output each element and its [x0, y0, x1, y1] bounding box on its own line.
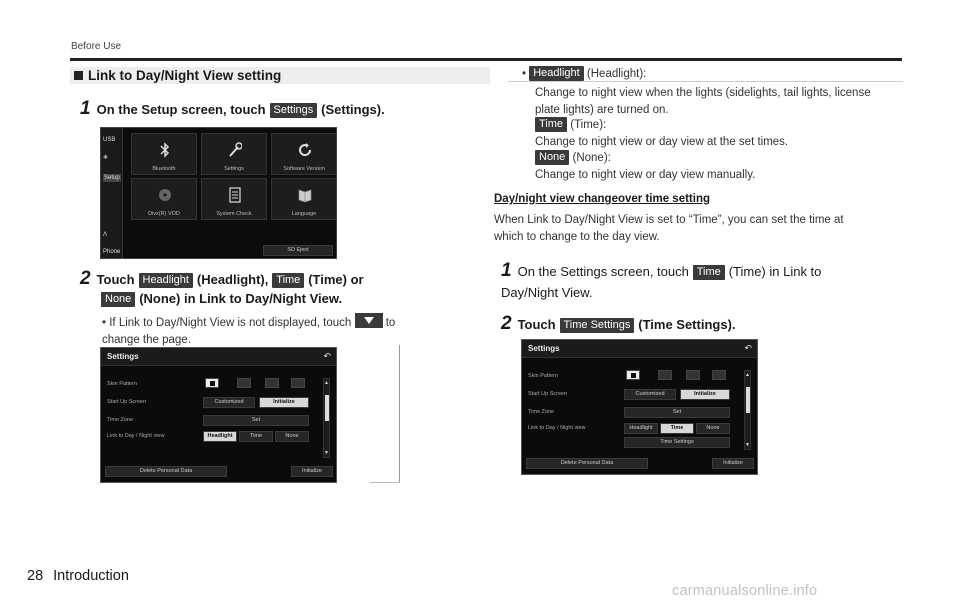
tile-settings[interactable]: Settings [201, 133, 267, 175]
checklist-icon [228, 187, 242, 203]
settings-screenshot-right: Settings ↶ Skin Pattern Start Up Screen Time Zone Link to Day / Night view Customized Initialize Set Headlight Time None Time Settings ▲ ▼ Delete Personal Data Initialize [521, 339, 758, 475]
side-usb: USB [103, 137, 116, 143]
skin-2[interactable] [658, 370, 672, 380]
section-heading [70, 67, 490, 84]
scrollbar[interactable] [323, 378, 330, 458]
page-footer [27, 568, 129, 584]
section-label: Before Use [71, 41, 122, 52]
none-button[interactable]: None [696, 423, 730, 434]
time-chip: Time [272, 273, 304, 288]
none-chip-right: None [535, 150, 569, 165]
step-2-line1: 2 Touch Headlight (Headlight), Time (Time) or [80, 268, 364, 289]
time-chip-right: Time [535, 117, 567, 132]
headlight-button[interactable]: Headlight [624, 423, 658, 434]
time-option: Time (Time): [535, 117, 606, 134]
right-step-2: 2 Touch Time Settings (Time Settings). [501, 313, 736, 334]
scroll-up-icon[interactable]: ▲ [324, 380, 329, 386]
headlight-description: Change to night view when the lights (sidelights, tail lights, license plate lights) are turned on. [535, 87, 871, 116]
heading-text: Link to Day/Night View setting [88, 68, 282, 83]
changeover-subheading: Day/night view changeover time setting [494, 193, 710, 205]
skin-1[interactable] [205, 378, 219, 388]
settings-chip: Settings [270, 103, 318, 118]
step-1-number: 1 [80, 98, 91, 119]
refresh-icon [298, 142, 312, 158]
square-bullet-icon [74, 71, 83, 80]
skin-2[interactable] [237, 378, 251, 388]
none-option: None (None): [535, 150, 611, 167]
initialize-button[interactable]: Initialize [680, 389, 730, 400]
skin-4[interactable] [291, 378, 305, 388]
headlight-chip-right: Headlight [529, 66, 583, 81]
scroll-down-small-icon[interactable]: ▼ [745, 442, 750, 448]
time-chip-step: Time [693, 265, 725, 280]
side-setup: Setup [104, 175, 120, 181]
back-icon[interactable]: ↶ [323, 351, 331, 361]
settings-title: Settings [101, 348, 336, 366]
scrollbar[interactable] [744, 370, 751, 450]
header-rule [70, 58, 902, 61]
initialize-bottom-button[interactable]: Initialize [291, 466, 333, 477]
skin-3[interactable] [686, 370, 700, 380]
delete-personal-data-button[interactable]: Delete Personal Data [105, 466, 227, 477]
tile-bluetooth[interactable]: Bluetooth [131, 133, 197, 175]
tile-language[interactable]: Language [271, 178, 337, 220]
watermark: carmanualsonline.info [672, 583, 818, 599]
time-button[interactable]: Time [660, 423, 694, 434]
step-1-post: (Settings). [321, 102, 385, 117]
time-settings-chip: Time Settings [560, 318, 635, 333]
back-icon[interactable]: ↶ [744, 343, 752, 353]
time-button[interactable]: Time [239, 431, 273, 442]
up-arrow-icon: Λ [103, 232, 108, 238]
scroll-down-icon [355, 313, 383, 328]
step-2-line2: None (None) in Link to Day/Night View. [101, 288, 342, 309]
delete-personal-data-button[interactable]: Delete Personal Data [526, 458, 648, 469]
skin-1[interactable] [626, 370, 640, 380]
divider-vertical [399, 345, 400, 483]
settings-screenshot-left: Settings ↶ Skin Pattern Start Up Screen Time Zone Link to Day / Night view Customized Initialize Set Headlight Time None ▲ ▼ Delete Personal Data Initialize [100, 347, 337, 483]
right-step-1: 1 On the Settings screen, touch Time (Time) in Link to Day/Night View. [501, 260, 822, 300]
step-1 [80, 99, 385, 120]
tile-system-check[interactable]: System Check [201, 178, 267, 220]
bluetooth-icon [158, 142, 172, 158]
step-1-pre: On the Setup screen, touch [96, 102, 266, 117]
tile-software-version[interactable]: Software Version [271, 133, 337, 175]
scroll-up-icon[interactable]: ▲ [745, 372, 750, 378]
book-icon [298, 187, 312, 203]
grey-rule [508, 81, 903, 82]
page-number: 28 [27, 568, 44, 584]
initialize-button[interactable]: Initialize [259, 397, 309, 408]
time-description: Change to night view or day view at the set times. [535, 136, 789, 148]
step-2-number: 2 [80, 268, 91, 289]
none-description: Change to night view or day view manually. [535, 169, 756, 181]
none-button[interactable]: None [275, 431, 309, 442]
headlight-chip: Headlight [139, 273, 193, 288]
scroll-down-small-icon[interactable]: ▼ [324, 450, 329, 456]
bullet-icon: • [102, 317, 107, 329]
tile-divx[interactable]: Divx(R) VOD [131, 178, 197, 220]
customized-button[interactable]: Customized [203, 397, 255, 408]
side-phone: Phone [103, 249, 121, 255]
setup-sidebar [101, 128, 123, 258]
changeover-text: When Link to Day/Night View is set to “Time”, you can set the time at which to change to the day view. [494, 214, 844, 243]
sd-eject-button[interactable]: SD Eject [263, 245, 333, 256]
disc-icon [158, 187, 172, 203]
initialize-bottom-button[interactable]: Initialize [712, 458, 754, 469]
skin-3[interactable] [265, 378, 279, 388]
footer-title: Introduction [53, 568, 129, 584]
bullet-icon: • [522, 68, 527, 80]
wrench-icon [228, 142, 242, 158]
set-button[interactable]: Set [203, 415, 309, 426]
setup-screenshot [100, 127, 337, 259]
headlight-button[interactable]: Headlight [203, 431, 237, 442]
bluetooth-small-icon: ✱ [103, 155, 109, 161]
time-settings-button[interactable]: Time Settings [624, 437, 730, 448]
step-2-note: • If Link to Day/Night View is not displayed, touch to change the page. [102, 313, 422, 349]
skin-4[interactable] [712, 370, 726, 380]
headlight-option: • Headlight (Headlight): [522, 67, 647, 80]
none-chip: None [101, 292, 135, 307]
customized-button[interactable]: Customized [624, 389, 676, 400]
set-button[interactable]: Set [624, 407, 730, 418]
divider-bottom [370, 482, 400, 483]
